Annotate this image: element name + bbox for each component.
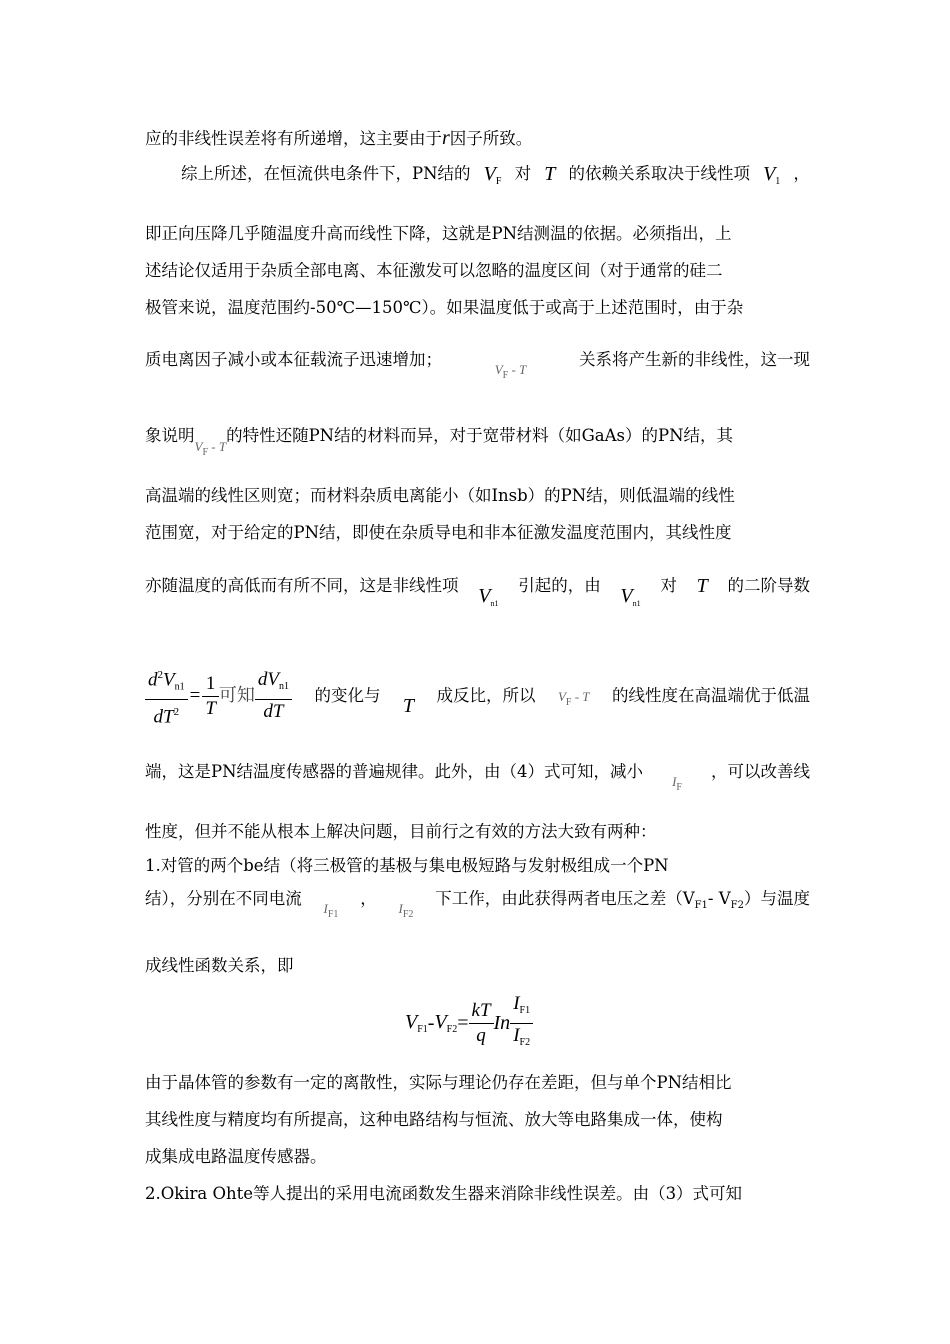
- text-line-14: 1.对管的两个be结（将三极管的基极与集电极短路与发射极组成一个PN: [145, 856, 669, 875]
- text-line-19: 成集成电路温度传感器。: [145, 1147, 327, 1166]
- text-line-8: 高温端的线性区则宽；而材料杂质电离能小（如Insb）的PN结，则低温端的线性: [145, 486, 735, 505]
- text: 象说明: [145, 426, 195, 445]
- math-in: In: [493, 1011, 511, 1034]
- text-line-18: 其线性度与精度均有所提高，这种电路结构与恒流、放大等电路集成一体，使构: [145, 1110, 723, 1129]
- text-line-15: [145, 887, 810, 918]
- text: ，: [360, 889, 377, 908]
- minus-sign: -: [427, 1011, 435, 1034]
- text: 的依赖关系取决于线性项: [568, 164, 750, 183]
- voltage-difference-equation: [405, 992, 533, 1049]
- text: 综上所述，在恒流供电条件下，PN结的: [181, 164, 471, 183]
- text: 成反比，所以: [436, 686, 536, 705]
- text-line-1: [145, 126, 810, 151]
- text: 可知: [218, 685, 255, 706]
- second-derivative-expression: [145, 663, 292, 730]
- math-vf1: $V_{F1}$: [405, 1011, 428, 1035]
- math-if2: $I_{F2}$: [398, 901, 414, 920]
- text: 的线性度在高温端优于低温: [611, 686, 810, 705]
- equals-sign: =: [189, 685, 201, 706]
- math-t: T: [402, 695, 415, 717]
- text-line-9: 范围宽，对于给定的PN结，即使在杂质导电和非本征激发温度范围内，其线性度: [145, 523, 732, 542]
- text-line-5: 极管来说，温度范围约-50℃—150℃）。如果温度低于或高于上述范围时，由于杂: [145, 298, 744, 317]
- math-r: r: [442, 127, 450, 149]
- math-vf-t: VF - T: [194, 439, 227, 458]
- text-line-7: [145, 424, 810, 458]
- math-vf-t: $V_F$ - T: [557, 689, 590, 708]
- text: ，: [793, 164, 810, 183]
- math-vf: $V_F$: [483, 163, 502, 187]
- text-line-2: [181, 162, 810, 194]
- fraction-if1-if2: $\frac{I_{F1}}{I_{F2}}$: [510, 992, 533, 1055]
- text-line-12: [145, 760, 810, 793]
- math-vn1: $V_{n1}$: [620, 585, 641, 608]
- fraction-kt-q: $\frac{kT}{q}$: [469, 999, 494, 1048]
- text: 端，这是PN结温度传感器的普遍规律。此外，由（4）式可知，减小: [145, 762, 644, 781]
- math-if: $I_F$: [672, 774, 682, 793]
- text-line-13: 性度，但并不能从根本上解决问题，目前行之有效的方法大致有两种：: [145, 822, 657, 841]
- text-line-4: 述结论仅适用于杂质全部电离、本征激发可以忽略的温度区间（对于通常的硅二: [145, 261, 723, 280]
- text-line-6: [145, 348, 810, 381]
- text-line-11: [145, 668, 810, 728]
- math-vn1: $V_{n1}$: [478, 585, 499, 608]
- fraction-d2vn1-dt2: $\frac{d^2V_{n1}}{dT^2}$: [145, 663, 188, 730]
- text-line-17: 由于晶体管的参数有一定的离散性，实际与理论仍存在差距，但与单个PN结相比: [145, 1073, 732, 1092]
- text-line-10: [145, 574, 810, 606]
- text: 应的非线性误差将有所递增，这主要由于: [145, 129, 442, 148]
- text-line-16: 成线性函数关系，即: [145, 956, 294, 975]
- text: 因子所致。: [449, 129, 533, 148]
- text: ，可以改善线: [710, 762, 810, 781]
- math-t: T: [696, 575, 708, 597]
- text: 亦随温度的高低而有所不同，这是非线性项: [145, 576, 459, 595]
- fraction-dvn1-dt: $\frac{dV_{n1}}{dT}$: [255, 668, 292, 724]
- math-t: T: [544, 163, 556, 185]
- text: 对: [660, 576, 677, 595]
- text-line-20: 2.Okira Ohte等人提出的采用电流函数发生器来消除非线性误差。由（3）式可知: [145, 1184, 743, 1203]
- math-vf-t: $V_F$ - T: [494, 362, 527, 381]
- text-line-3: 即正向压降几乎随温度升高而线性下降，这就是PN结测温的依据。必须指出，上: [145, 224, 732, 243]
- text: 的二阶导数: [727, 576, 810, 595]
- text: 关系将产生新的非线性，这一现: [578, 350, 810, 369]
- math-if1: $I_{F1}$: [323, 901, 339, 920]
- equals-sign: =: [457, 1011, 469, 1034]
- text: 对: [514, 164, 532, 183]
- text: 的变化与: [314, 686, 381, 705]
- text: 结），分别在不同电流: [145, 889, 302, 908]
- text: 的特性还随PN结的材料而异，对于宽带材料（如GaAs）的PN结，其: [226, 426, 734, 445]
- math-v1: $V_1$: [763, 163, 781, 187]
- text: 引起的，由: [518, 576, 601, 595]
- math-vf2: $V_{F2}$: [434, 1011, 458, 1035]
- text: 下工作，由此获得两者电压之差（$V_{F1}-$ $V_{F2}$）与温度: [435, 889, 810, 911]
- text: 质电离因子减小或本征载流子迅速增加；: [145, 350, 442, 369]
- fraction-1-t: $\frac{1}{T}$: [202, 672, 219, 721]
